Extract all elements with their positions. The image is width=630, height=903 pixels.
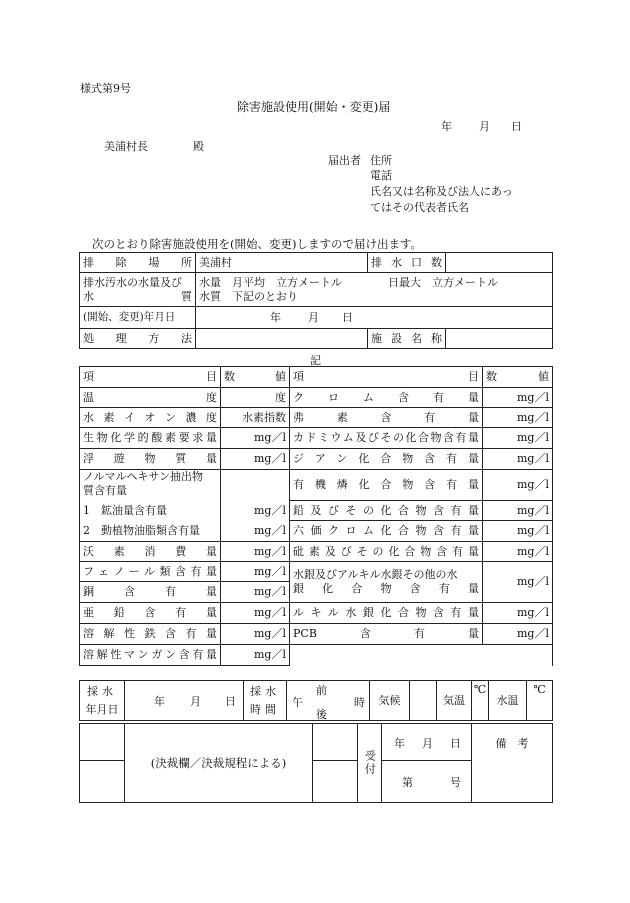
received-label: 受付 (358, 724, 382, 803)
start-date-day: 日 (342, 311, 353, 324)
wastewater-label (80, 273, 196, 307)
received-month: 月 (422, 737, 433, 750)
item-label: 水素イオン濃度 (80, 408, 221, 428)
facility-name-label: 施設名称 (368, 329, 446, 349)
air-temp-label: 気温 (437, 681, 472, 721)
item-value[interactable]: mg／l (483, 428, 553, 449)
alkyl-label: ルキル水銀化合物含有量 (290, 603, 483, 624)
sampling-time-value[interactable] (287, 681, 370, 721)
item-label: 生物化学的酸素要求量 (80, 428, 221, 449)
item-value[interactable]: mg／l (221, 449, 290, 470)
outlet-count-value[interactable] (446, 253, 553, 273)
number-suffix: 号 (450, 776, 461, 789)
item-value[interactable]: mg／l (483, 521, 553, 542)
item-value[interactable]: mg／l (483, 501, 553, 521)
item-label: 亜 鉛 含 有 量 (80, 603, 221, 624)
quality-text: 水質 下記のとおり (199, 289, 298, 303)
item-label: 弗素含有量 (290, 408, 483, 428)
sampling-month: 月 (190, 695, 201, 708)
start-date-year: 年 (270, 311, 281, 324)
item-value[interactable]: mg／l (483, 388, 553, 408)
item-label: 銅 含 有 量 (80, 582, 221, 603)
nhex-label (80, 470, 221, 501)
sampling-date-label-line2: 年月日 (85, 702, 119, 716)
mercury-label-line2: 銀化合物含有量 (293, 582, 479, 595)
location-value: 美浦村 (196, 253, 368, 273)
remarks-label: 備 考 (495, 737, 529, 750)
method-value[interactable] (196, 329, 368, 349)
start-date-value[interactable] (196, 307, 553, 329)
mercury-label-line1: 水銀及びアルキル水銀その他の水 (293, 568, 458, 582)
empty-cell (483, 645, 553, 666)
mercury-value[interactable]: mg／l (483, 562, 553, 603)
items-table (79, 366, 553, 666)
sampling-date-value[interactable] (125, 681, 244, 721)
page-title: 除害施設使用(開始・変更)届 (237, 100, 391, 114)
item-label: 沃 素 消 費 量 (80, 542, 221, 562)
weather-label: 気候 (370, 681, 410, 721)
head-value-right: 数 値 (483, 367, 553, 388)
mercury-label (290, 562, 483, 603)
item-value[interactable]: 度 (221, 388, 290, 408)
wastewater-label-line1: 排水汚水の水量及び (83, 275, 182, 289)
sampling-year: 年 (154, 695, 165, 708)
nhex-sub2-label: 2 動植物油脂類含有量 (80, 521, 221, 542)
addressee-name: 美浦村長 (104, 140, 148, 153)
item-label: 砒素及びその化合物含有量 (290, 542, 483, 562)
nhex-label-line2: 質含有量 (83, 483, 127, 497)
alkyl-value[interactable]: mg／l (483, 603, 553, 624)
received-day: 日 (450, 737, 461, 750)
decision-note: (決裁欄／決裁規程による) (125, 724, 313, 803)
item-value[interactable]: mg／l (483, 470, 553, 501)
head-value-left: 数 値 (221, 367, 290, 388)
date-year: 年 (441, 120, 452, 133)
nhex-label-line1: ノルマルヘキサン抽出物 (83, 470, 204, 483)
air-temp-unit[interactable]: ℃ (472, 681, 489, 721)
received-number[interactable] (382, 761, 472, 803)
item-label: 鉛及びその化合物含有量 (290, 501, 483, 521)
item-label: ジアン化合物含有量 (290, 449, 483, 470)
wastewater-label-water: 水 (83, 289, 94, 303)
item-value[interactable]: mg／l (483, 542, 553, 562)
item-value[interactable]: mg／l (221, 582, 290, 603)
sampling-date-label (80, 681, 125, 721)
item-label: 温 度 (80, 388, 221, 408)
nhex-sub2-value[interactable]: mg／l (221, 521, 290, 542)
date-day: 日 (511, 120, 522, 133)
applicant-address: 住所 (370, 154, 392, 167)
pcb-label: PCB含有量 (290, 624, 483, 645)
start-date-label: (開始、変更)年月日 (80, 307, 196, 329)
wastewater-value[interactable] (196, 273, 553, 307)
decision-cell-mid-lower[interactable] (313, 761, 358, 803)
item-value[interactable]: 水素指数 (221, 408, 290, 428)
item-value[interactable]: mg／l (221, 542, 290, 562)
outlet-count-label: 排水口数 (368, 253, 446, 273)
decision-cell-left-lower[interactable] (80, 761, 125, 803)
weather-value[interactable] (410, 681, 437, 721)
noon-label: 午 (292, 696, 303, 709)
am-label: 前 (316, 684, 327, 697)
item-label: 浮 遊 物 質 量 (80, 449, 221, 470)
nhex-sub1-value[interactable]: mg／l (221, 501, 290, 521)
head-item-right: 項 目 (290, 367, 483, 388)
decision-cell-mid[interactable] (313, 724, 358, 761)
location-label: 排 除 場 所 (80, 253, 196, 273)
sampling-time-label-line2: 時間 (250, 702, 280, 716)
ki-label: 記 (310, 354, 321, 367)
item-value[interactable]: mg／l (221, 624, 290, 645)
applicant-name-line1: 氏名又は名称及び法人にあっ (370, 185, 513, 198)
received-year: 年 (394, 737, 405, 750)
facility-name-value[interactable] (446, 329, 553, 349)
item-label: クロム含有量 (290, 388, 483, 408)
sampling-day: 日 (225, 695, 236, 708)
item-label: 溶解性鉄含有量 (80, 624, 221, 645)
item-value[interactable]: mg／l (483, 449, 553, 470)
volume-text: 水量 月平均 立方メートル (199, 275, 342, 289)
item-value[interactable]: mg／l (483, 408, 553, 428)
pm-label: 後 (316, 708, 327, 721)
decision-table (79, 723, 553, 803)
item-value[interactable]: mg／l (221, 603, 290, 624)
item-label: カドミウム及びその化合物含有量 (290, 428, 483, 449)
item-value[interactable]: mg／l (221, 562, 290, 582)
water-temp-label: 水温 (489, 681, 527, 721)
nhex-value[interactable] (221, 470, 290, 501)
item-label: 有機燐化合物含有量 (290, 470, 483, 501)
hour-label: 時 (354, 696, 365, 709)
nhex-sub1-label: 1 鉱油量含有量 (80, 501, 221, 521)
head-item-left: 項 目 (80, 367, 221, 388)
date-month: 月 (479, 120, 490, 133)
decision-cell-left[interactable] (80, 724, 125, 761)
water-temp-unit[interactable]: ℃ (527, 681, 553, 721)
applicant-label: 届出者 (328, 154, 361, 167)
wastewater-label-quality: 質 (181, 289, 192, 303)
number-prefix: 第 (402, 776, 413, 789)
method-label: 処 理 方 法 (80, 329, 196, 349)
addressee-honorific: 殿 (193, 140, 204, 153)
empty-cell (290, 645, 483, 666)
item-label: 溶解性マンガン含有量 (80, 645, 221, 666)
form-number: 様式第9号 (80, 82, 131, 95)
sampling-time-label-line1: 採水 (250, 684, 280, 698)
sampling-time-label (244, 681, 287, 721)
max-volume-text: 日最大 立方メートル (388, 275, 498, 289)
sampling-table (79, 680, 553, 721)
item-value[interactable]: mg／l (221, 645, 290, 666)
remarks-cell[interactable] (472, 724, 553, 803)
item-label: 六価クロム化合物含有量 (290, 521, 483, 542)
item-label: フェノール類含有量 (80, 562, 221, 582)
received-date[interactable] (382, 724, 472, 761)
pcb-value[interactable]: mg／l (483, 624, 553, 645)
start-date-month: 月 (308, 311, 319, 324)
upper-table (79, 252, 553, 349)
applicant-name-line2: てはその代表者氏名 (370, 201, 469, 214)
sampling-date-label-line1: 採水 (87, 684, 117, 698)
item-value[interactable]: mg／l (221, 428, 290, 449)
intro-text: 次のとおり除害施設使用を(開始、変更)しますので届け出ます。 (92, 237, 423, 251)
applicant-phone: 電話 (370, 169, 392, 182)
